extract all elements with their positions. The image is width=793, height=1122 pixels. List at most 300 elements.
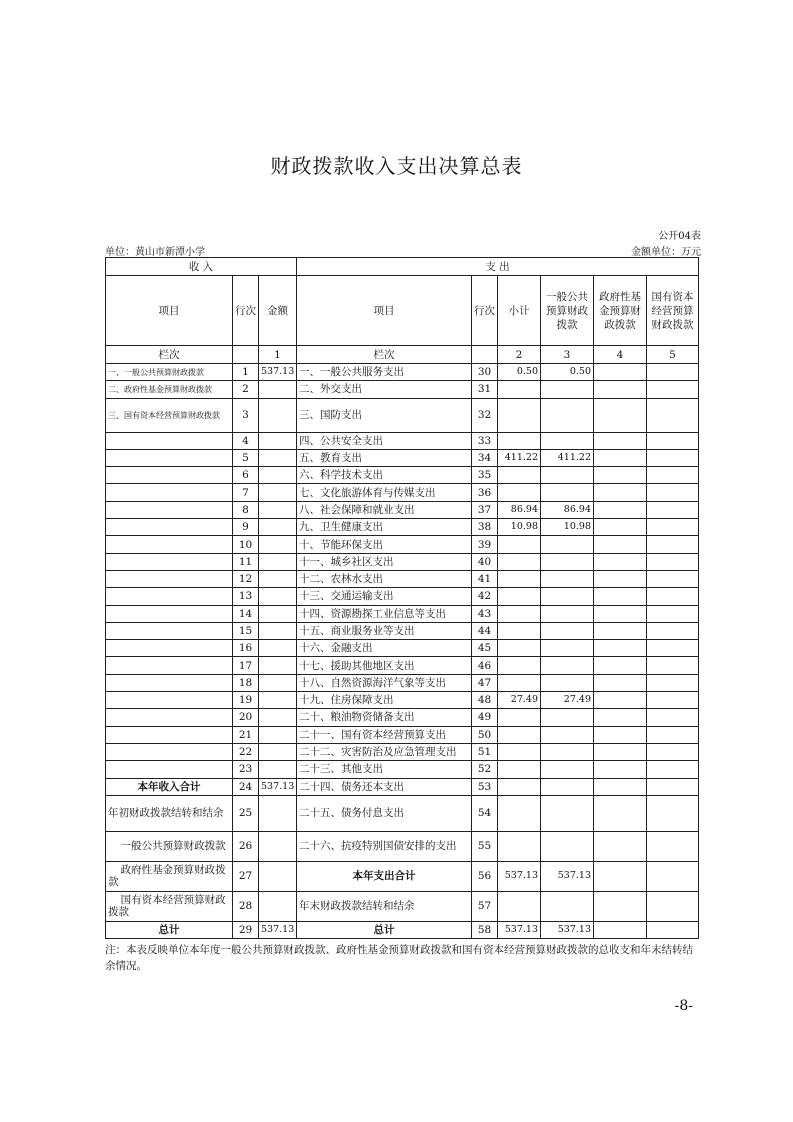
income-item (106, 519, 233, 536)
state-capital-value (647, 657, 699, 674)
gov-fund-value (594, 588, 647, 605)
income-row-no: 14 (233, 605, 259, 622)
subtotal-value (498, 398, 541, 432)
table-row (106, 449, 699, 466)
income-row-no: 2 (233, 381, 259, 398)
gov-fund-value (594, 921, 647, 938)
income-row-no: 6 (233, 467, 259, 484)
table-row (106, 467, 699, 484)
gov-fund-value (594, 622, 647, 639)
state-capital-value (647, 449, 699, 466)
income-row-no: 11 (233, 553, 259, 570)
expense-row-no: 34 (472, 449, 498, 466)
income-row-no: 27 (233, 861, 259, 891)
subtotal-value: 27.49 (498, 692, 541, 709)
subtotal-value (498, 761, 541, 778)
col-number-3: 3 (541, 346, 594, 364)
general-budget-value (541, 726, 594, 743)
subtotal-header: 小计 (498, 276, 541, 346)
subtotal-value (498, 588, 541, 605)
state-capital-value (647, 831, 699, 861)
gov-fund-value (594, 795, 647, 831)
table-row (106, 640, 699, 657)
expense-item: 十、节能环保支出 (297, 536, 472, 553)
income-row-no: 3 (233, 398, 259, 432)
income-row-no: 25 (233, 795, 259, 831)
income-item (106, 726, 233, 743)
income-amount (259, 743, 297, 760)
gov-fund-value (594, 570, 647, 587)
general-budget-value (541, 536, 594, 553)
state-capital-value (647, 674, 699, 691)
income-item (106, 432, 233, 449)
expense-item: 十三、交通运输支出 (297, 588, 472, 605)
general-budget-value (541, 709, 594, 726)
income-item (106, 674, 233, 691)
expense-row-no: 44 (472, 622, 498, 639)
subtotal-value (498, 726, 541, 743)
gov-fund-value (594, 891, 647, 921)
income-item-header: 项目 (106, 276, 233, 346)
gov-fund-value (594, 674, 647, 691)
income-amount (259, 484, 297, 501)
state-capital-value (647, 570, 699, 587)
general-budget-value (541, 588, 594, 605)
income-item (106, 605, 233, 622)
table-row (106, 605, 699, 622)
table-row (106, 795, 699, 831)
expense-row-no: 58 (472, 921, 498, 938)
income-amount (259, 761, 297, 778)
col-number-4: 4 (594, 346, 647, 364)
general-budget-value (541, 674, 594, 691)
income-row-no: 18 (233, 674, 259, 691)
expense-item: 十八、自然资源海洋气象等支出 (297, 674, 472, 691)
income-row-no: 13 (233, 588, 259, 605)
state-capital-value (647, 501, 699, 518)
income-item (106, 692, 233, 709)
table-row (106, 381, 699, 398)
income-item (106, 449, 233, 466)
expense-item: 七、文化旅游体育与传媒支出 (297, 484, 472, 501)
expense-row-no: 55 (472, 831, 498, 861)
subtotal-value: 537.13 (498, 861, 541, 891)
gov-fund-value (594, 605, 647, 622)
expense-row-no: 46 (472, 657, 498, 674)
general-budget-value: 537.13 (541, 861, 594, 891)
table-row (106, 657, 699, 674)
expense-item: 六、科学技术支出 (297, 467, 472, 484)
income-row-no: 21 (233, 726, 259, 743)
income-row-no: 8 (233, 501, 259, 518)
expense-row-no: 53 (472, 778, 498, 795)
income-amount (259, 657, 297, 674)
table-row (106, 364, 699, 381)
gov-fund-value (594, 861, 647, 891)
income-amount (259, 622, 297, 639)
footnote: 注：本表反映单位本年度一般公共预算财政拨款、政府性基金预算财政拨款和国有资本经营预算财政拨款的总收支和年末结转结余情况。 (105, 944, 693, 972)
subtotal-value (498, 432, 541, 449)
expense-row-no: 50 (472, 726, 498, 743)
general-budget-value: 86.94 (541, 501, 594, 518)
table-body (106, 364, 699, 939)
income-item: 国有资本经营预算财政拨款 (106, 891, 233, 921)
state-capital-value (647, 921, 699, 938)
gov-fund-value (594, 692, 647, 709)
state-capital-value (647, 536, 699, 553)
income-amount (259, 381, 297, 398)
state-capital-value (647, 588, 699, 605)
general-budget-value (541, 743, 594, 760)
income-amount (259, 432, 297, 449)
income-item: 总计 (106, 921, 233, 938)
expense-item: 二十二、灾害防治及应急管理支出 (297, 743, 472, 760)
state-capital-value (647, 726, 699, 743)
income-item (106, 501, 233, 518)
gov-fund-value (594, 432, 647, 449)
gov-fund-value (594, 536, 647, 553)
general-budget-value: 537.13 (541, 921, 594, 938)
table-row (106, 778, 699, 795)
income-amount (259, 588, 297, 605)
subtotal-value (498, 657, 541, 674)
expense-row-no: 31 (472, 381, 498, 398)
expense-row-no: 41 (472, 570, 498, 587)
subtotal-value: 0.50 (498, 364, 541, 381)
subtotal-value (498, 778, 541, 795)
income-row-no: 16 (233, 640, 259, 657)
subtotal-value: 411.22 (498, 449, 541, 466)
income-amount (259, 536, 297, 553)
income-row-no: 28 (233, 891, 259, 921)
income-item (106, 622, 233, 639)
income-item: 一般公共预算财政拨款 (106, 831, 233, 861)
income-item: 一、一般公共预算财政拨款 (106, 364, 233, 381)
income-item: 二、政府性基金预算财政拨款 (106, 381, 233, 398)
income-amount (259, 398, 297, 432)
general-budget-value (541, 398, 594, 432)
expense-row-no: 43 (472, 605, 498, 622)
general-budget-header: 一般公共预算财政拨款 (541, 276, 594, 346)
expense-row-no: 36 (472, 484, 498, 501)
state-capital-value (647, 761, 699, 778)
expense-item: 十六、金融支出 (297, 640, 472, 657)
expense-row-no: 45 (472, 640, 498, 657)
gov-fund-value (594, 364, 647, 381)
col-label-expense: 栏次 (297, 346, 472, 364)
table-row (106, 432, 699, 449)
income-row-no: 15 (233, 622, 259, 639)
income-amount (259, 467, 297, 484)
gov-fund-value (594, 398, 647, 432)
table-row (106, 501, 699, 518)
subtotal-value (498, 553, 541, 570)
expense-item: 十七、援助其他地区支出 (297, 657, 472, 674)
table-row (106, 674, 699, 691)
general-budget-value: 27.49 (541, 692, 594, 709)
expense-item: 二十六、抗疫特别国债安排的支出 (297, 831, 472, 861)
income-item (106, 553, 233, 570)
income-item: 本年收入合计 (106, 778, 233, 795)
gov-fund-value (594, 501, 647, 518)
income-item (106, 484, 233, 501)
income-item (106, 536, 233, 553)
income-row-no: 1 (233, 364, 259, 381)
income-amount (259, 605, 297, 622)
table-row (106, 588, 699, 605)
income-amount (259, 831, 297, 861)
general-budget-value (541, 640, 594, 657)
income-row-no: 4 (233, 432, 259, 449)
gov-fund-value (594, 519, 647, 536)
form-code: 公开04表 (658, 231, 701, 242)
state-capital-value (647, 467, 699, 484)
expense-row-no: 52 (472, 761, 498, 778)
gov-fund-value (594, 467, 647, 484)
expense-row-no: 54 (472, 795, 498, 831)
gov-fund-value (594, 657, 647, 674)
income-row-no: 5 (233, 449, 259, 466)
general-budget-value (541, 484, 594, 501)
subtotal-value (498, 743, 541, 760)
money-unit: 金额单位：万元 (631, 247, 701, 258)
state-capital-value (647, 891, 699, 921)
table-row (106, 536, 699, 553)
subtotal-value (498, 467, 541, 484)
fiscal-summary-table (105, 257, 699, 939)
income-header: 收 入 (106, 258, 297, 276)
table-row (106, 761, 699, 778)
gov-fund-value (594, 726, 647, 743)
table-row (106, 891, 699, 921)
income-amount (259, 674, 297, 691)
expense-item: 二十一、国有资本经营预算支出 (297, 726, 472, 743)
income-item: 三、国有资本经营预算财政拨款 (106, 398, 233, 432)
gov-fund-value (594, 709, 647, 726)
expense-item: 十四、资源勘探工业信息等支出 (297, 605, 472, 622)
income-amount (259, 553, 297, 570)
state-capital-value (647, 640, 699, 657)
expense-item: 三、国防支出 (297, 398, 472, 432)
expense-item: 二十四、债务还本支出 (297, 778, 472, 795)
income-item (106, 743, 233, 760)
general-budget-value: 0.50 (541, 364, 594, 381)
expense-item: 二、外交支出 (297, 381, 472, 398)
expense-row-no: 48 (472, 692, 498, 709)
state-capital-value (647, 364, 699, 381)
gov-fund-value (594, 484, 647, 501)
income-row-no-header: 行次 (233, 276, 259, 346)
table-row (106, 861, 699, 891)
income-item: 政府性基金预算财政拨款 (106, 861, 233, 891)
subtotal-value (498, 622, 541, 639)
income-amount (259, 709, 297, 726)
gov-fund-value (594, 640, 647, 657)
income-item (106, 761, 233, 778)
gov-fund-value (594, 761, 647, 778)
expense-row-no: 47 (472, 674, 498, 691)
expense-item: 四、公共安全支出 (297, 432, 472, 449)
income-amount: 537.13 (259, 921, 297, 938)
general-budget-value (541, 605, 594, 622)
table-row (106, 743, 699, 760)
expense-row-no: 38 (472, 519, 498, 536)
income-amount: 537.13 (259, 778, 297, 795)
state-capital-value (647, 692, 699, 709)
expense-item: 十九、住房保障支出 (297, 692, 472, 709)
income-item (106, 640, 233, 657)
subtotal-value (498, 831, 541, 861)
subtotal-value (498, 674, 541, 691)
expense-row-no: 56 (472, 861, 498, 891)
general-budget-value (541, 761, 594, 778)
general-budget-value: 411.22 (541, 449, 594, 466)
state-capital-value (647, 432, 699, 449)
state-capital-value (647, 381, 699, 398)
subtotal-value (498, 381, 541, 398)
income-row-no: 7 (233, 484, 259, 501)
expense-item: 本年支出合计 (297, 861, 472, 891)
expense-row-no: 30 (472, 364, 498, 381)
expense-row-no: 37 (472, 501, 498, 518)
expense-item: 总计 (297, 921, 472, 938)
expense-row-no: 40 (472, 553, 498, 570)
expense-row-no: 51 (472, 743, 498, 760)
general-budget-value (541, 432, 594, 449)
gov-fund-value (594, 778, 647, 795)
income-amount (259, 891, 297, 921)
expense-item: 十二、农林水支出 (297, 570, 472, 587)
table-row (106, 709, 699, 726)
expense-row-no: 33 (472, 432, 498, 449)
col-number-5: 5 (647, 346, 699, 364)
col-number-2: 2 (498, 346, 541, 364)
general-budget-value (541, 831, 594, 861)
subtotal-value (498, 891, 541, 921)
expense-item: 十五、商业服务业等支出 (297, 622, 472, 639)
state-capital-header: 国有资本经营预算财政拨款 (647, 276, 699, 346)
income-item (106, 657, 233, 674)
table-row (106, 553, 699, 570)
col-number-1: 1 (259, 346, 297, 364)
expense-header: 支 出 (297, 258, 699, 276)
expense-item: 十一、城乡社区支出 (297, 553, 472, 570)
expense-row-no: 35 (472, 467, 498, 484)
state-capital-value (647, 519, 699, 536)
income-row-no: 29 (233, 921, 259, 938)
general-budget-value (541, 795, 594, 831)
income-amount (259, 861, 297, 891)
gov-fund-value (594, 449, 647, 466)
income-amount (259, 692, 297, 709)
page-title: 财政拨款收入支出决算总表 (270, 154, 523, 178)
expense-row-no: 57 (472, 891, 498, 921)
col-label-income: 栏次 (106, 346, 233, 364)
income-row-no: 22 (233, 743, 259, 760)
general-budget-value (541, 891, 594, 921)
subtotal-value (498, 640, 541, 657)
income-row-no: 19 (233, 692, 259, 709)
income-item (106, 467, 233, 484)
expense-row-no: 42 (472, 588, 498, 605)
income-amount: 537.13 (259, 364, 297, 381)
subtotal-value: 537.13 (498, 921, 541, 938)
expense-item: 一、一般公共服务支出 (297, 364, 472, 381)
expense-item: 二十五、债务付息支出 (297, 795, 472, 831)
table-row (106, 570, 699, 587)
income-row-no: 12 (233, 570, 259, 587)
table-row (106, 726, 699, 743)
table-row (106, 484, 699, 501)
general-budget-value (541, 381, 594, 398)
subtotal-value (498, 484, 541, 501)
expense-row-no: 39 (472, 536, 498, 553)
income-row-no: 26 (233, 831, 259, 861)
income-item: 年初财政拨款结转和结余 (106, 795, 233, 831)
expense-item: 八、社会保障和就业支出 (297, 501, 472, 518)
expense-item: 年末财政拨款结转和结余 (297, 891, 472, 921)
state-capital-value (647, 709, 699, 726)
expense-row-no: 32 (472, 398, 498, 432)
expense-item: 五、教育支出 (297, 449, 472, 466)
income-amount (259, 726, 297, 743)
subtotal-value (498, 536, 541, 553)
expense-item: 九、卫生健康支出 (297, 519, 472, 536)
state-capital-value (647, 861, 699, 891)
income-amount-header: 金额 (259, 276, 297, 346)
table-row (106, 831, 699, 861)
state-capital-value (647, 622, 699, 639)
income-amount (259, 640, 297, 657)
gov-fund-value (594, 381, 647, 398)
state-capital-value (647, 743, 699, 760)
subtotal-value (498, 570, 541, 587)
state-capital-value (647, 778, 699, 795)
income-item (106, 588, 233, 605)
income-amount (259, 519, 297, 536)
state-capital-value (647, 605, 699, 622)
general-budget-value (541, 778, 594, 795)
table-row (106, 398, 699, 432)
income-row-no: 23 (233, 761, 259, 778)
state-capital-value (647, 484, 699, 501)
table-row (106, 622, 699, 639)
expense-row-no-header: 行次 (472, 276, 498, 346)
income-row-no: 10 (233, 536, 259, 553)
general-budget-value: 10.98 (541, 519, 594, 536)
gov-fund-header: 政府性基金预算财政拨款 (594, 276, 647, 346)
general-budget-value (541, 622, 594, 639)
subtotal-value: 86.94 (498, 501, 541, 518)
general-budget-value (541, 570, 594, 587)
general-budget-value (541, 553, 594, 570)
general-budget-value (541, 467, 594, 484)
table-row (106, 692, 699, 709)
page-number: -8- (674, 998, 693, 1014)
income-item (106, 570, 233, 587)
unit-label: 单位：黄山市新潭小学 (105, 247, 205, 258)
state-capital-value (647, 398, 699, 432)
income-item (106, 709, 233, 726)
general-budget-value (541, 657, 594, 674)
income-row-no: 24 (233, 778, 259, 795)
expense-row-no: 49 (472, 709, 498, 726)
income-amount (259, 501, 297, 518)
income-row-no: 17 (233, 657, 259, 674)
subtotal-value (498, 795, 541, 831)
income-amount (259, 570, 297, 587)
table-row (106, 921, 699, 938)
